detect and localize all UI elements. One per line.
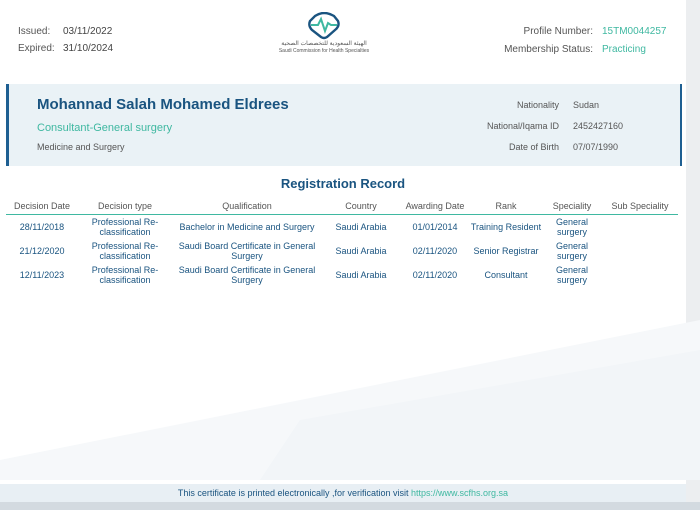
registration-record-title: Registration Record: [280, 176, 406, 191]
verification-link[interactable]: https://www.scfhs.org.sa: [411, 488, 509, 498]
national-id-label: National/Iqama ID: [486, 121, 559, 131]
table-cell: Saudi Board Certificate in General Surgery: [178, 241, 316, 261]
table-cell: [602, 215, 678, 240]
profile-info: [504, 26, 666, 62]
table-header-row: [6, 197, 678, 215]
column-header: Country: [322, 197, 400, 215]
expired-value: 31/10/2024: [63, 43, 114, 54]
bottom-edge-strip: [0, 502, 700, 510]
table-cell: Training Resident: [470, 222, 542, 232]
table-cell: General surgery: [555, 241, 589, 261]
scfhs-emblem-icon: [307, 12, 341, 40]
verification-footer: [0, 484, 686, 502]
table-cell: General surgery: [555, 217, 589, 237]
national-id-value: 2452427160: [573, 121, 624, 131]
profile-number-label: Profile Number:: [523, 26, 593, 37]
nationality-value: Sudan: [573, 100, 600, 110]
table-cell: 12/11/2023: [19, 270, 65, 280]
date-of-birth-value: 07/07/1990: [573, 142, 619, 152]
person-name: Mohannad Salah Mohamed Eldrees: [37, 96, 289, 113]
issued-label: Issued:: [18, 26, 51, 37]
table-cell: 02/11/2020: [412, 270, 458, 280]
table-cell: Bachelor in Medicine and Surgery: [179, 222, 315, 232]
person-details: [449, 100, 623, 163]
table-cell: Senior Registrar: [473, 246, 539, 256]
nationality-label: Nationality: [516, 100, 559, 110]
expired-label: Expired:: [18, 43, 55, 54]
table-row: [6, 239, 678, 263]
background-watermark: [0, 300, 700, 480]
column-header: Decision type: [78, 197, 172, 215]
table-cell: [602, 239, 678, 263]
issue-dates: [18, 26, 113, 60]
table-cell: Saudi Arabia: [335, 222, 387, 232]
table-cell: 01/01/2014: [412, 222, 458, 232]
column-header: Sub Speciality: [602, 197, 678, 215]
table-cell: Professional Re-classification: [91, 241, 159, 261]
table-row: [6, 263, 678, 287]
membership-status-label: Membership Status:: [504, 44, 593, 55]
column-header: Awarding Date: [400, 197, 470, 215]
table-cell: 28/11/2018: [19, 222, 65, 232]
registration-table: [6, 197, 678, 287]
person-department: Medicine and Surgery: [37, 142, 125, 152]
issued-value: 03/11/2022: [63, 26, 113, 37]
column-header: Speciality: [542, 197, 602, 215]
table-cell: Saudi Board Certificate in General Surgery: [178, 265, 316, 285]
table-cell: Professional Re-classification: [91, 217, 159, 237]
table-cell: Consultant: [484, 270, 528, 280]
logo-arabic-text: الهيئة السعودية للتخصصات الصحية: [281, 41, 367, 47]
date-of-birth-label: Date of Birth: [508, 142, 559, 152]
person-title: Consultant-General surgery: [37, 122, 173, 134]
table-cell: [602, 263, 678, 287]
table-row: [6, 215, 678, 240]
table-cell: Saudi Arabia: [335, 246, 387, 256]
table-cell: 02/11/2020: [412, 246, 458, 256]
table-cell: Saudi Arabia: [335, 270, 387, 280]
logo-english-text: Saudi Commission for Health Specialties: [278, 48, 370, 54]
table-cell: 21/12/2020: [19, 246, 65, 256]
table-cell: Professional Re-classification: [91, 265, 159, 285]
table-cell: General surgery: [555, 265, 589, 285]
footer-text: This certificate is printed electronically ,for verification visit: [177, 488, 409, 498]
column-header: Decision Date: [6, 197, 78, 215]
column-header: Rank: [470, 197, 542, 215]
profile-number-value: 15TM0044257: [602, 26, 667, 37]
person-card: [6, 84, 682, 166]
column-header: Qualification: [172, 197, 322, 215]
scfhs-logo: [268, 12, 380, 55]
membership-status-value: Practicing: [602, 44, 646, 55]
